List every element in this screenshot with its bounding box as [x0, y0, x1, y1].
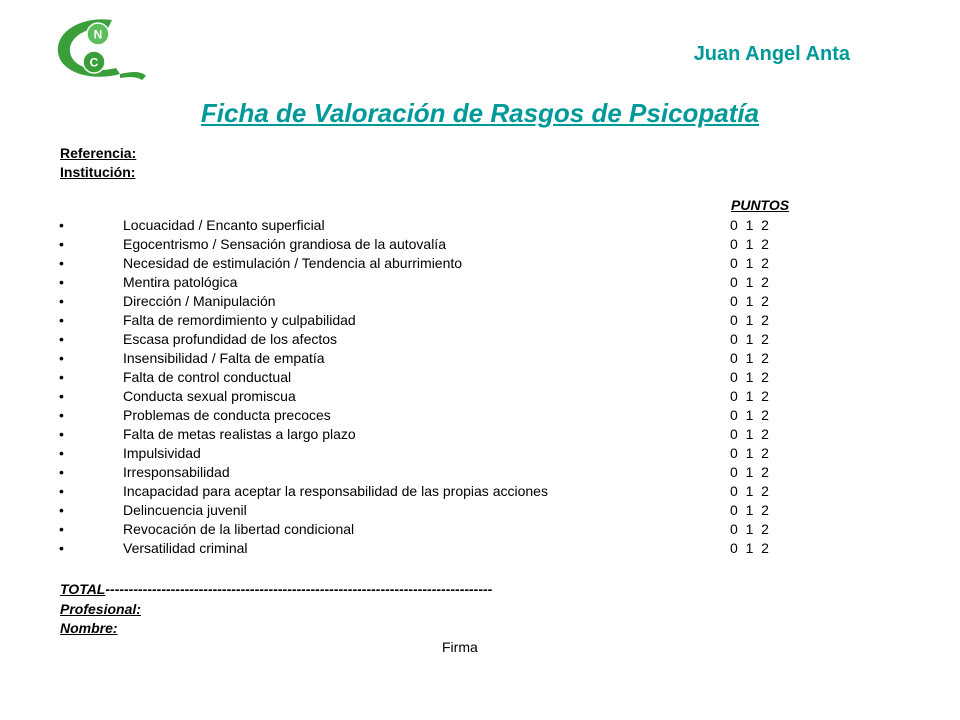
list-item: [0, 254, 960, 273]
bullet-icon: •: [59, 312, 64, 328]
trait-label: Necesidad de estimulación / Tendencia al aburrimiento: [123, 255, 463, 271]
trait-score-options: 0 1 2: [730, 217, 769, 233]
bullet-icon: •: [59, 445, 64, 461]
institucion-label: Institución:: [60, 164, 136, 180]
list-item: [0, 387, 960, 406]
trait-score-options: 0 1 2: [730, 350, 769, 366]
trait-score-options: 0 1 2: [730, 312, 769, 328]
trait-score-options: 0 1 2: [730, 331, 769, 347]
bullet-icon: •: [59, 369, 64, 385]
trait-label: Incapacidad para aceptar la responsabilidad de las propias acciones: [123, 483, 548, 499]
list-item: [0, 349, 960, 368]
list-item: [0, 444, 960, 463]
author-name: Juan Angel Anta: [693, 43, 850, 65]
trait-score-options: 0 1 2: [730, 407, 769, 423]
bullet-icon: •: [59, 236, 64, 252]
nombre-label: Nombre:: [60, 620, 118, 636]
trait-label: Delincuencia juvenil: [123, 502, 247, 518]
list-item: [0, 330, 960, 349]
trait-score-options: 0 1 2: [730, 274, 769, 290]
trait-label: Versatilidad criminal: [123, 540, 248, 556]
list-item: [0, 273, 960, 292]
page-title: Ficha de Valoración de Rasgos de Psicopatía: [200, 98, 760, 128]
list-item: [0, 539, 960, 558]
trait-score-options: 0 1 2: [730, 293, 769, 309]
trait-score-options: 0 1 2: [730, 369, 769, 385]
trait-label: Falta de control conductual: [123, 369, 292, 385]
bullet-icon: •: [59, 464, 64, 480]
nc-logo-icon: [50, 14, 150, 84]
bullet-icon: •: [59, 388, 64, 404]
list-item: [0, 463, 960, 482]
total-line: [60, 581, 492, 597]
trait-label: Locuacidad / Encanto superficial: [123, 217, 325, 233]
bullet-icon: •: [59, 407, 64, 423]
total-label: TOTAL: [60, 581, 106, 597]
trait-score-options: 0 1 2: [730, 540, 769, 556]
profesional-label: Profesional:: [60, 601, 141, 617]
trait-score-options: 0 1 2: [730, 483, 769, 499]
list-item: [0, 368, 960, 387]
bullet-icon: •: [59, 217, 64, 233]
bullet-icon: •: [59, 274, 64, 290]
list-item: [0, 482, 960, 501]
trait-label: Revocación de la libertad condicional: [123, 521, 355, 537]
trait-score-options: 0 1 2: [730, 464, 769, 480]
bullet-icon: •: [59, 426, 64, 442]
trait-label: Falta de remordimiento y culpabilidad: [123, 312, 356, 328]
bullet-icon: •: [59, 255, 64, 271]
list-item: [0, 235, 960, 254]
trait-score-options: 0 1 2: [730, 236, 769, 252]
trait-label: Escasa profundidad de los afectos: [123, 331, 338, 347]
logo-letter-n: N: [93, 27, 103, 42]
list-item: [0, 216, 960, 235]
bullet-icon: •: [59, 521, 64, 537]
bullet-icon: •: [59, 350, 64, 366]
bullet-icon: •: [59, 502, 64, 518]
trait-score-options: 0 1 2: [730, 388, 769, 404]
bullet-icon: •: [59, 540, 64, 556]
trait-label: Dirección / Manipulación: [123, 293, 276, 309]
trait-label: Egocentrismo / Sensación grandiosa de la autovalía: [123, 236, 446, 252]
bullet-icon: •: [59, 483, 64, 499]
trait-label: Insensibilidad / Falta de empatía: [123, 350, 325, 366]
referencia-label: Referencia:: [60, 145, 137, 161]
trait-label: Problemas de conducta precoces: [123, 407, 331, 423]
trait-score-options: 0 1 2: [730, 426, 769, 442]
bullet-icon: •: [59, 293, 64, 309]
trait-label: Impulsividad: [123, 445, 201, 461]
trait-list: [0, 216, 960, 558]
trait-score-options: 0 1 2: [730, 502, 769, 518]
list-item: [0, 425, 960, 444]
trait-score-options: 0 1 2: [730, 521, 769, 537]
logo-letter-c: C: [89, 55, 99, 70]
bullet-icon: •: [59, 331, 64, 347]
list-item: [0, 520, 960, 539]
list-item: [0, 501, 960, 520]
trait-score-options: 0 1 2: [730, 445, 769, 461]
list-item: [0, 406, 960, 425]
total-dashes: -----------------------------------------------------------------------------------: [105, 581, 493, 597]
points-header: PUNTOS: [731, 197, 790, 213]
trait-label: Mentira patológica: [123, 274, 238, 290]
trait-label: Conducta sexual promiscua: [123, 388, 296, 404]
trait-label: Falta de metas realistas a largo plazo: [123, 426, 356, 442]
firma-label: Firma: [442, 639, 478, 655]
trait-score-options: 0 1 2: [730, 255, 769, 271]
list-item: [0, 311, 960, 330]
list-item: [0, 292, 960, 311]
trait-label: Irresponsabilidad: [123, 464, 230, 480]
